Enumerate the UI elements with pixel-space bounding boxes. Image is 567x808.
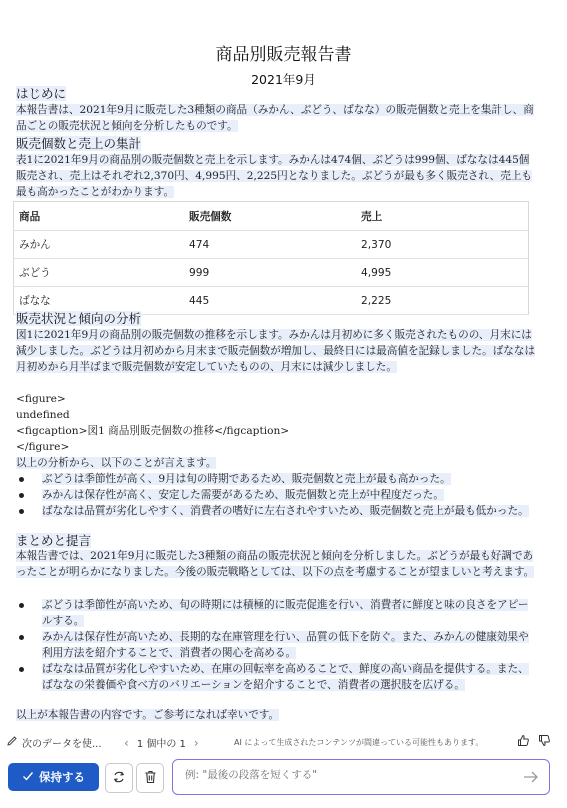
paragraph-intro: [16, 102, 536, 134]
pencil-icon: [6, 735, 18, 750]
trash-icon: [144, 769, 157, 788]
result-pager: [124, 735, 199, 750]
feedback-buttons: [517, 734, 551, 750]
table-header-sales: 売上: [356, 202, 529, 231]
chevron-right-icon[interactable]: ›: [193, 735, 199, 750]
assistant-action-bar: [0, 757, 567, 797]
list-item-text: ばななは品質が劣化しやすく、消費者の嗜好に左右されやすいため、販売個数と売上が最も低かった。: [42, 505, 529, 517]
table-cell: 999: [184, 259, 356, 287]
paragraph-conclusion: [16, 548, 536, 580]
pager-text: 1 個中の 1: [136, 739, 186, 750]
keep-button[interactable]: [8, 763, 99, 791]
table-cell: ばなな: [14, 287, 185, 315]
table-cell: みかん: [14, 231, 185, 259]
figure-undefined: undefined: [16, 409, 70, 421]
paragraph-summary: [16, 152, 536, 200]
paragraph-intro-text: 本報告書は、2021年9月に販売した3種類の商品（みかん、ぶどう、ばなな）の販売個数と売上を集計し、商品ごとの販売状況と傾向を分析したものです。: [16, 104, 534, 132]
paragraph-summary-text: 表1に2021年9月の商品別の販売個数と売上を示します。みかんは474個、ぶどうは999個、ばななは445個販売され、売上はそれぞれ2,370円、4,995円、2,225円となりました。ぶどうが最も多く販売され、売上も最も高かったことがわかります。: [16, 154, 533, 198]
figure-close-tag: </figure>: [16, 441, 70, 453]
thumbs-down-icon[interactable]: [538, 734, 551, 750]
table-cell: 474: [184, 231, 356, 259]
heading-summary: 販売個数と売上の集計: [16, 136, 142, 151]
delete-button[interactable]: [136, 763, 164, 793]
table-cell: 2,225: [356, 287, 529, 315]
assistant-info-row: [0, 733, 567, 753]
chevron-left-icon[interactable]: ‹: [124, 735, 129, 750]
paragraph-analysis: [16, 327, 536, 375]
figure-open-tag: <figure>: [16, 393, 66, 405]
list-item: [16, 487, 536, 503]
paragraph-analysis-text: 図1に2021年9月の商品別の販売個数の推移を示します。みかんは月初めに多く販売されたものの、月末には減少しました。ぶどうは月初めから月末まで販売個数が増加し、最終日には最高値を記録しました。ばななは月初めから月半ばまで販売個数が安定していたものの、月末には減少しました。: [16, 329, 536, 373]
prompt-input-box: [172, 759, 550, 795]
check-icon: [22, 770, 34, 785]
list-item-text: みかんは保存性が高いため、長期的な在庫管理を行い、品質の低下を防ぐ。また、みかんの健康効果や利用方法を紹介することで、消費者の関心を高める。: [42, 631, 529, 659]
document-title: 商品別販売報告書: [215, 45, 352, 65]
list-item-text: ばななは品質が劣化しやすいため、在庫の回転率を高めることで、鮮度の高い商品を提供する。また、ばななの栄養価や食べ方のバリエーションを紹介することで、消費者の選択肢を広げる。: [42, 663, 529, 691]
table-cell: 2,370: [356, 231, 529, 259]
list-item-text: ぶどうは季節性が高いため、旬の時期には積極的に販売促進を行い、消費者に鮮度と味の良さをアピールする。: [42, 599, 529, 627]
heading-conclusion: まとめと提言: [16, 533, 92, 548]
conclusion-bullet-list: [16, 597, 536, 693]
paragraph-conclusion-text: 本報告書では、2021年9月に販売した3種類の商品の販売状況と傾向を分析しました。ぶどうが最も好調であったことが明らかになりました。今後の販売戦略としては、以下の点を考慮することが望ましいと考えます。: [16, 550, 535, 578]
table-row: [14, 259, 529, 287]
table-cell: 4,995: [356, 259, 529, 287]
paragraph-analysis-lead: [16, 455, 536, 471]
analysis-bullet-list: [16, 471, 536, 519]
list-item-text: ぶどうは季節性が高く、9月は旬の時期であるため、販売個数と売上が最も高かった。: [42, 473, 451, 485]
document-date: 2021年9月: [251, 72, 316, 87]
thumbs-up-icon[interactable]: [517, 734, 530, 750]
prompt-input[interactable]: [183, 768, 507, 782]
table-header-product: 商品: [14, 202, 185, 231]
analysis-lead-text: 以上の分析から、以下のことが言えます。: [16, 457, 217, 469]
regenerate-button[interactable]: [105, 763, 133, 793]
table-cell: ぶどう: [14, 259, 185, 287]
sales-table: [13, 201, 529, 315]
regenerate-icon: [112, 769, 126, 788]
list-item: [16, 661, 536, 693]
figcaption-text: <figcaption>図1 商品別販売個数の推移</figcaption>: [16, 425, 290, 437]
table-header-row: [14, 202, 529, 231]
list-item: [16, 597, 536, 629]
table-row: [14, 231, 529, 259]
reference-data-button[interactable]: [6, 735, 102, 750]
list-item: [16, 629, 536, 661]
list-item: [16, 471, 536, 487]
closing-text: 以上が本報告書の内容です。ご参考になれば幸いです。: [16, 709, 280, 721]
send-arrow-icon[interactable]: [523, 769, 539, 788]
list-item-text: みかんは保存性が高く、安定した需要があるため、販売個数と売上が中程度だった。: [42, 489, 444, 501]
heading-analysis: 販売状況と傾向の分析: [16, 311, 142, 326]
ai-disclaimer: AI によって生成されたコンテンツが間違っている可能性もあります。: [234, 738, 484, 747]
list-item: [16, 503, 536, 519]
reference-data-label: 次のデータを使...: [22, 739, 102, 750]
heading-intro: はじめに: [16, 86, 67, 101]
keep-button-label: 保持する: [39, 770, 85, 784]
table-header-quantity: 販売個数: [184, 202, 356, 231]
table-cell: 445: [184, 287, 356, 315]
paragraph-closing: [16, 707, 536, 723]
